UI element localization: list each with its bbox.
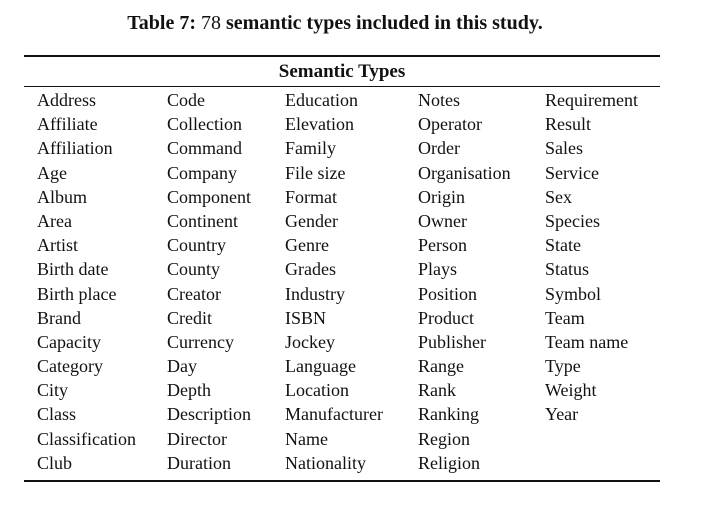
table-cell: Organisation xyxy=(418,162,511,183)
table-cell: Year xyxy=(545,404,579,425)
table-cell: City xyxy=(37,380,69,401)
table-cell: Command xyxy=(167,138,242,159)
table-cell: Species xyxy=(545,210,600,231)
table-cell: Location xyxy=(285,380,349,401)
table-cell: Position xyxy=(418,283,478,304)
table-cell: Region xyxy=(418,428,470,449)
table-cell: Nationality xyxy=(285,452,366,473)
table-cell: Person xyxy=(418,235,467,256)
table-column xyxy=(167,88,251,475)
table-cell: State xyxy=(545,235,581,256)
table-cell: Affiliation xyxy=(37,138,113,159)
table-cell: Depth xyxy=(167,380,211,401)
table-cell: Description xyxy=(167,404,251,425)
table-column xyxy=(545,88,638,427)
table-cell: Address xyxy=(37,90,96,110)
table-cell: Name xyxy=(285,428,328,449)
table-cell: Category xyxy=(37,356,103,377)
table-cell: Director xyxy=(167,428,227,449)
table-cell: Status xyxy=(545,259,590,280)
table-cell: Capacity xyxy=(37,331,101,352)
table-cell: Artist xyxy=(37,235,79,256)
table-cell: Operator xyxy=(418,114,482,135)
caption-count: 78 xyxy=(201,12,221,34)
table-cell: Collection xyxy=(167,114,242,135)
table-cell: Format xyxy=(285,186,337,207)
table-cell: Gender xyxy=(285,210,338,231)
table-cell: Industry xyxy=(285,283,345,304)
table-cell: Rank xyxy=(418,380,456,401)
table-cell: Club xyxy=(37,452,73,473)
table-cell: Elevation xyxy=(285,114,354,135)
table-cell: Component xyxy=(167,186,251,207)
table-cell: Owner xyxy=(418,210,467,231)
table-cell: Classification xyxy=(37,428,136,449)
table-cell: Manufacturer xyxy=(285,404,383,425)
table-cell: Service xyxy=(545,162,599,183)
table-cell: Family xyxy=(285,138,337,159)
table-caption xyxy=(0,12,670,35)
top-rule xyxy=(24,55,660,57)
table-cell: Team name xyxy=(545,331,629,352)
table-cell: Album xyxy=(37,186,88,207)
table-cell: Origin xyxy=(418,186,465,207)
table-cell: Currency xyxy=(167,331,234,352)
table-cell: Ranking xyxy=(418,404,479,425)
table-cell: Country xyxy=(167,235,227,256)
table-cell: Duration xyxy=(167,452,231,473)
table-cell: Affiliate xyxy=(37,114,98,135)
table-cell: Creator xyxy=(167,283,221,304)
table-cell: Publisher xyxy=(418,331,487,352)
bottom-rule xyxy=(24,480,660,482)
table-cell: Day xyxy=(167,356,197,377)
table-cell: Product xyxy=(418,307,474,328)
table-cell: Continent xyxy=(167,210,238,231)
table-cell: Class xyxy=(37,404,77,425)
table-cell: Range xyxy=(418,356,464,377)
table-cell: Requirement xyxy=(545,90,638,110)
table-cell: Credit xyxy=(167,307,212,328)
table-cell: Company xyxy=(167,162,237,183)
table-cell: Birth place xyxy=(37,283,117,304)
table-cell: Language xyxy=(285,356,356,377)
table-cell: Jockey xyxy=(285,331,335,352)
caption-label: Table 7: xyxy=(127,12,196,34)
table-cell: Education xyxy=(285,90,358,110)
table-header: Semantic Types xyxy=(278,61,406,82)
table-cell: Type xyxy=(545,356,581,377)
table-cell: Code xyxy=(167,90,205,110)
header-rule xyxy=(24,86,660,87)
table-cell: Notes xyxy=(418,90,460,110)
table-cell: County xyxy=(167,259,221,280)
table-column xyxy=(285,88,383,475)
table-cell: Grades xyxy=(285,259,336,280)
table-cell: Team xyxy=(545,307,585,328)
table-cell: Age xyxy=(37,162,67,183)
table-cell: Order xyxy=(418,138,460,159)
table-cell: File size xyxy=(285,162,346,183)
table-cell: Birth date xyxy=(37,259,109,280)
table-cell: Area xyxy=(37,210,72,231)
table-cell: Result xyxy=(545,114,592,135)
table-cell: Weight xyxy=(545,380,597,401)
table-cell: Brand xyxy=(37,307,81,328)
table-cell: ISBN xyxy=(285,307,327,328)
table-cell: Religion xyxy=(418,452,480,473)
table-cell: Sales xyxy=(545,138,583,159)
table-cell: Plays xyxy=(418,259,458,280)
caption-text: semantic types included in this study. xyxy=(226,12,543,34)
table-column xyxy=(37,88,136,475)
table-cell: Symbol xyxy=(545,283,602,304)
table-column xyxy=(418,88,511,475)
table-cell: Sex xyxy=(545,186,572,207)
table-cell: Genre xyxy=(285,235,329,256)
